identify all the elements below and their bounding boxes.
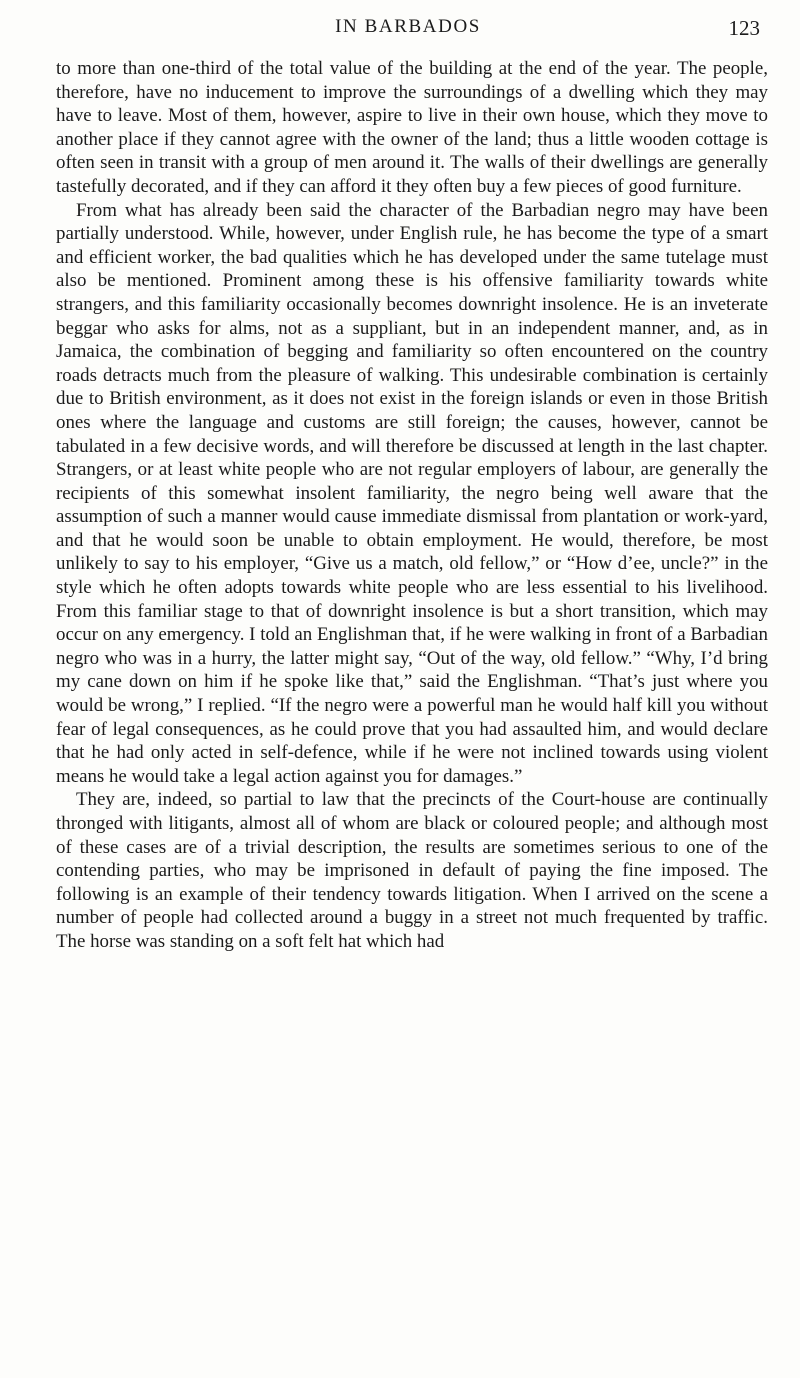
page-number: 123 (728, 16, 760, 40)
running-head (56, 16, 760, 46)
body-text (56, 57, 768, 954)
running-title: IN BARBADOS (335, 16, 481, 37)
paragraph-3: They are, indeed, so partial to law that the precincts of the Court-house are continually thronged with litigants, almost all of whom are black or coloured people; and although most of these cases are of a trivial description, the results are sometimes serious to one of the contending parties, who may be imprisoned in default of paying the fine imposed. The following is an example of their tendency towards litigation. When I arrived on the scene a number of people had collected around a buggy in a street not much frequented by traffic. The horse was standing on a soft felt hat which had (56, 789, 768, 952)
paragraph-2: From what has already been said the character of the Barbadian negro may have been partially understood. While, however, under English rule, he has become the type of a smart and efficient worker, the bad qualities which he has developed under the same tutelage must also be mentioned. Prominent among these is his offensive familiarity towards white strangers, and this familiarity occasionally becomes downright insolence. He is an inveterate beggar who asks for alms, not as a suppliant, but in an independent manner, and, as in Jamaica, the combination of begging and familiarity so often encountered on the country roads detracts much from the pleasure of walking. This undesirable combination is certainly due to British environment, as it does not exist in the foreign islands or even in those British ones where the language and customs are still foreign; the causes, however, cannot be tabulated in a few decisive words, and will therefore be discussed at length in the last chapter. Strangers, or at least white people who are not regular employers of labour, are generally the recipients of this somewhat insolent familiarity, the negro being well aware that the assumption of such a manner would cause immediate dismissal from plantation or work-yard, and that he would soon be unable to obtain employment. He would, therefore, be most unlikely to say to his employer, “Give us a match, old fellow,” or “How d’ee, uncle?” in the style which he often adopts towards white people who are less essential to his livelihood. From this familiar stage to that of downright insolence is but a short transition, which may occur on any emergency. I told an Englishman that, if he were walking in front of a Barbadian negro who was in a hurry, the latter might say, “Out of the way, old fellow.” “Why, I’d bring my cane down on him if he spoke like that,” said the Englishman. “That’s just where you would be wrong,” I replied. “If the negro were a powerful man he would half kill you without fear of legal consequences, as he could prove that you had assaulted him, and would declare that he had only acted in self-defence, while if he were not inclined towards using violent means he would take a legal action against you for damages.” (56, 199, 768, 787)
paragraph-1: to more than one-third of the total value of the building at the end of the year. The people, therefore, have no inducement to improve the surroundings of a dwelling which they may have to leave. Most of them, however, aspire to live in their own house, which they move to another place if they cannot agree with the owner of the land; thus a little wooden cottage is often seen in transit with a group of men around it. The walls of their dwellings are generally tastefully decorated, and if they can afford it they often buy a few pieces of good furniture. (56, 58, 768, 197)
